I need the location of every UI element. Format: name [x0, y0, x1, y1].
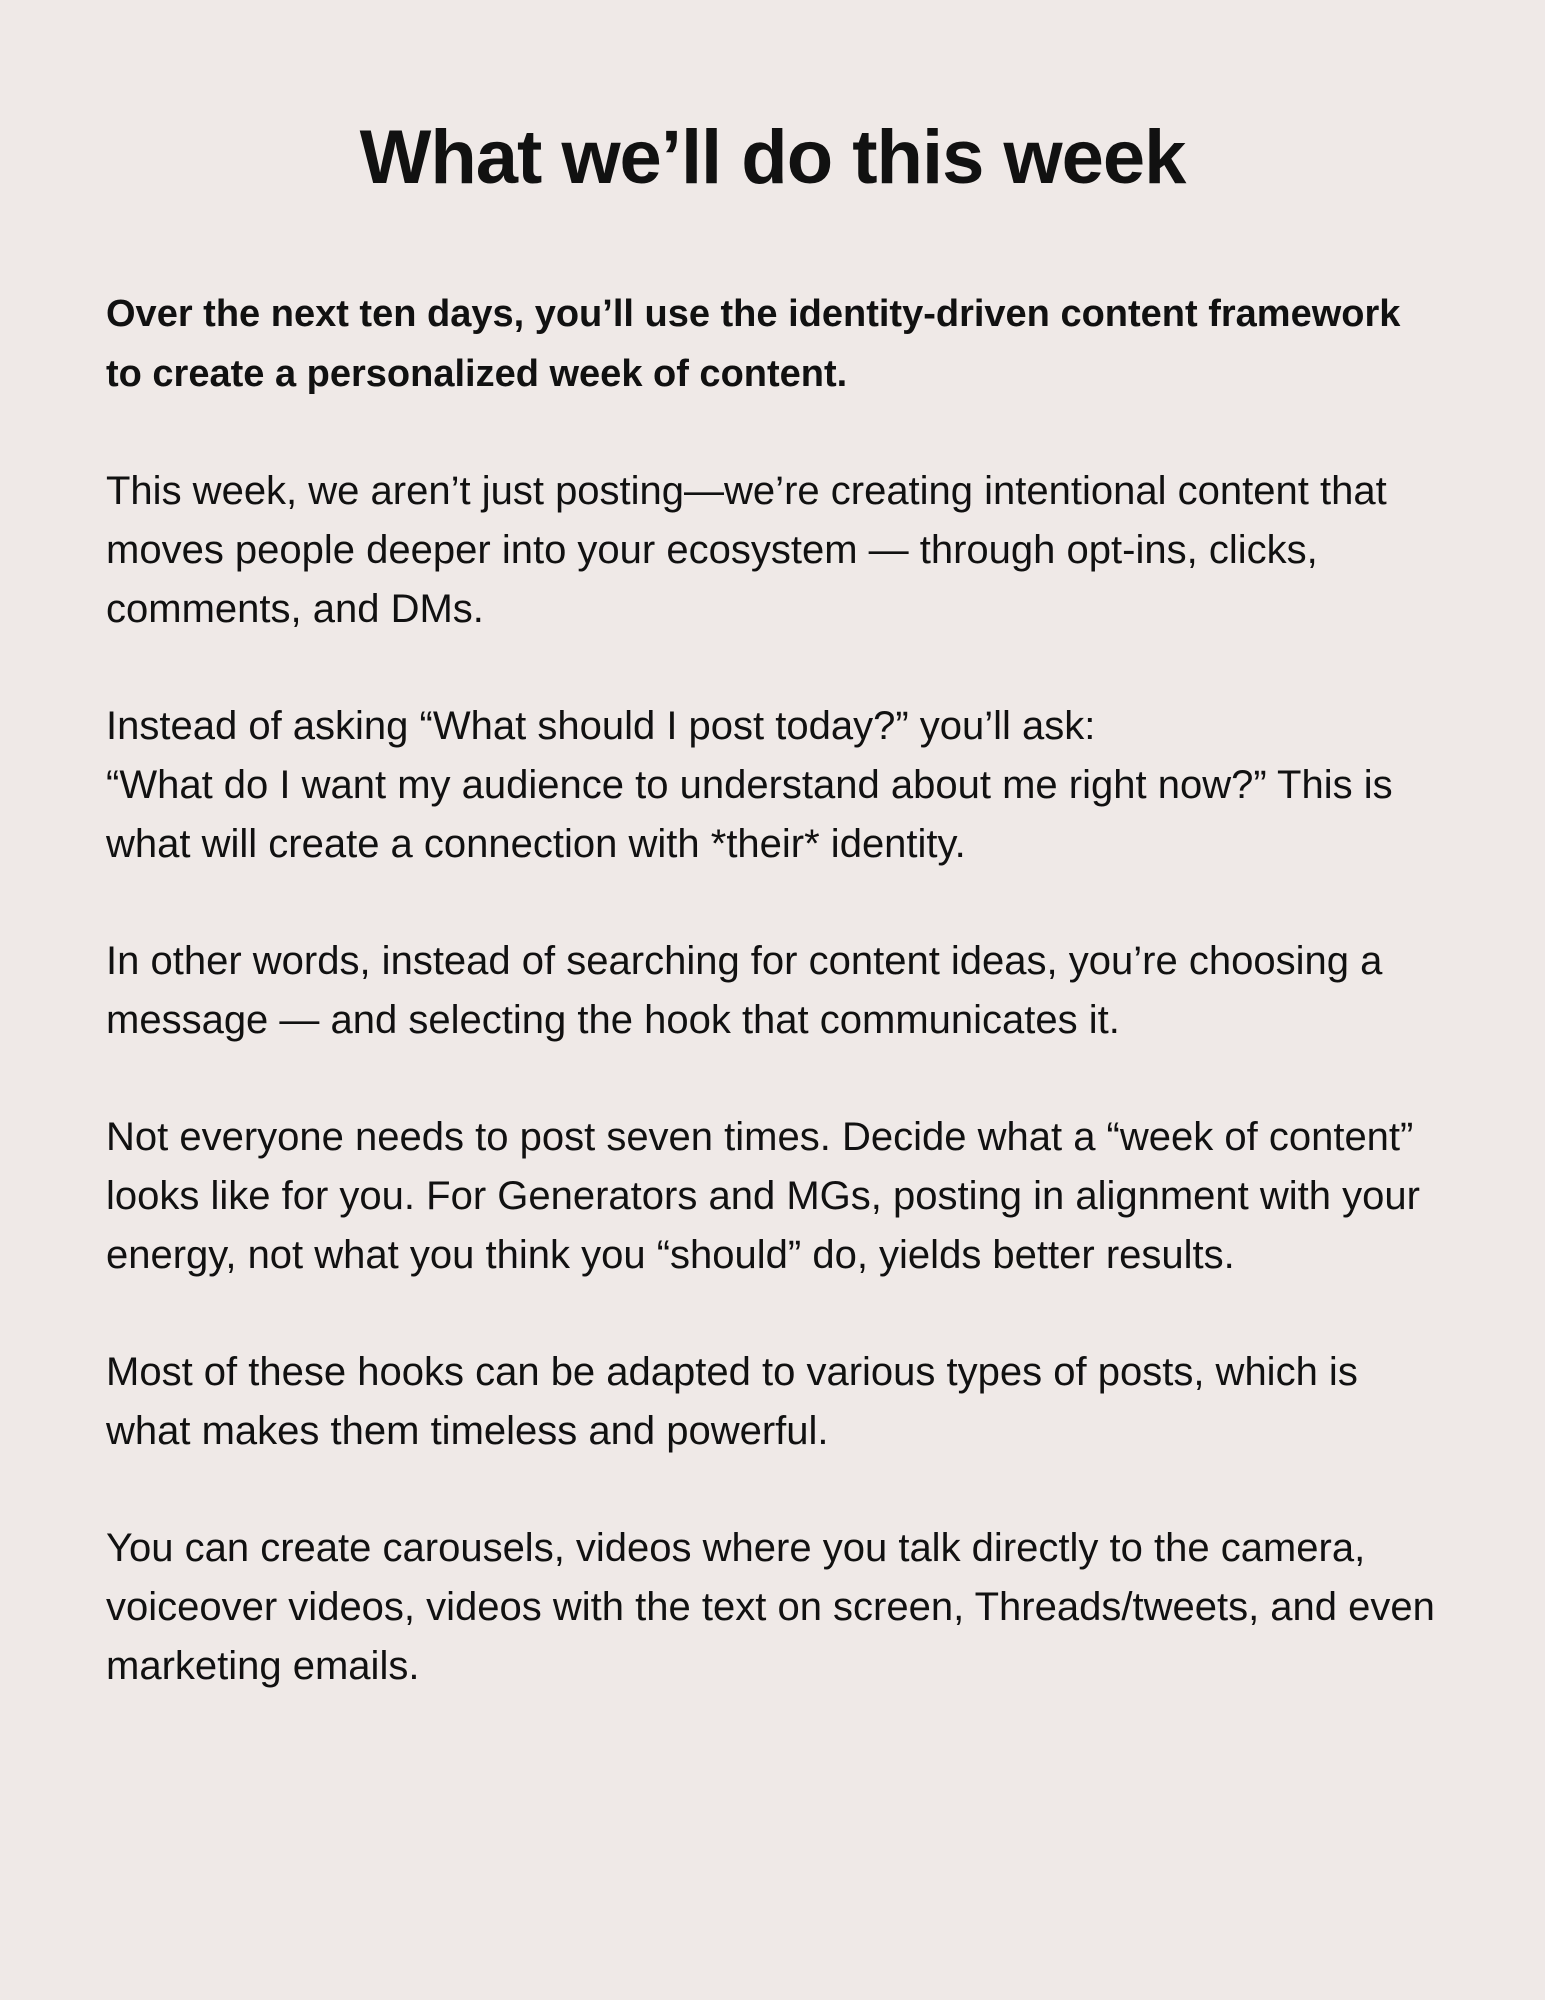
lead-paragraph: Over the next ten days, you’ll use the identity-driven content framework to create a personalized week of content.	[106, 293, 1401, 395]
paragraph-hooks: Most of these hooks can be adapted to various types of posts, which is what makes them timeless and powerful.	[106, 1350, 1358, 1453]
answer-line: “What do I want my audience to understand about me right now?” This is what will create a connection with *their* identity.	[106, 763, 1393, 866]
paragraph-message: In other words, instead of searching for content ideas, you’re choosing a message — and selecting the hook that communicates it.	[106, 939, 1383, 1042]
content-body	[106, 284, 1446, 1754]
paragraph-question	[106, 697, 1446, 874]
paragraph-formats: You can create carousels, videos where you talk directly to the camera, voiceover videos, videos with the text on screen, Threads/tweets, and even marketing emails.	[106, 1526, 1435, 1688]
page-title: What we’ll do this week	[359, 115, 1186, 200]
paragraph-intent: This week, we aren’t just posting—we’re creating intentional content that moves people deeper into your ecosystem — through opt-ins, clicks, comments, and DMs.	[106, 469, 1387, 631]
question-line: Instead of asking “What should I post today?” you’ll ask:	[106, 704, 1096, 748]
paragraph-frequency: Not everyone needs to post seven times. Decide what a “week of content” looks like for you. For Generators and MGs, posting in alignment with your energy, not what you think you “should” do, yields better results.	[106, 1115, 1420, 1277]
